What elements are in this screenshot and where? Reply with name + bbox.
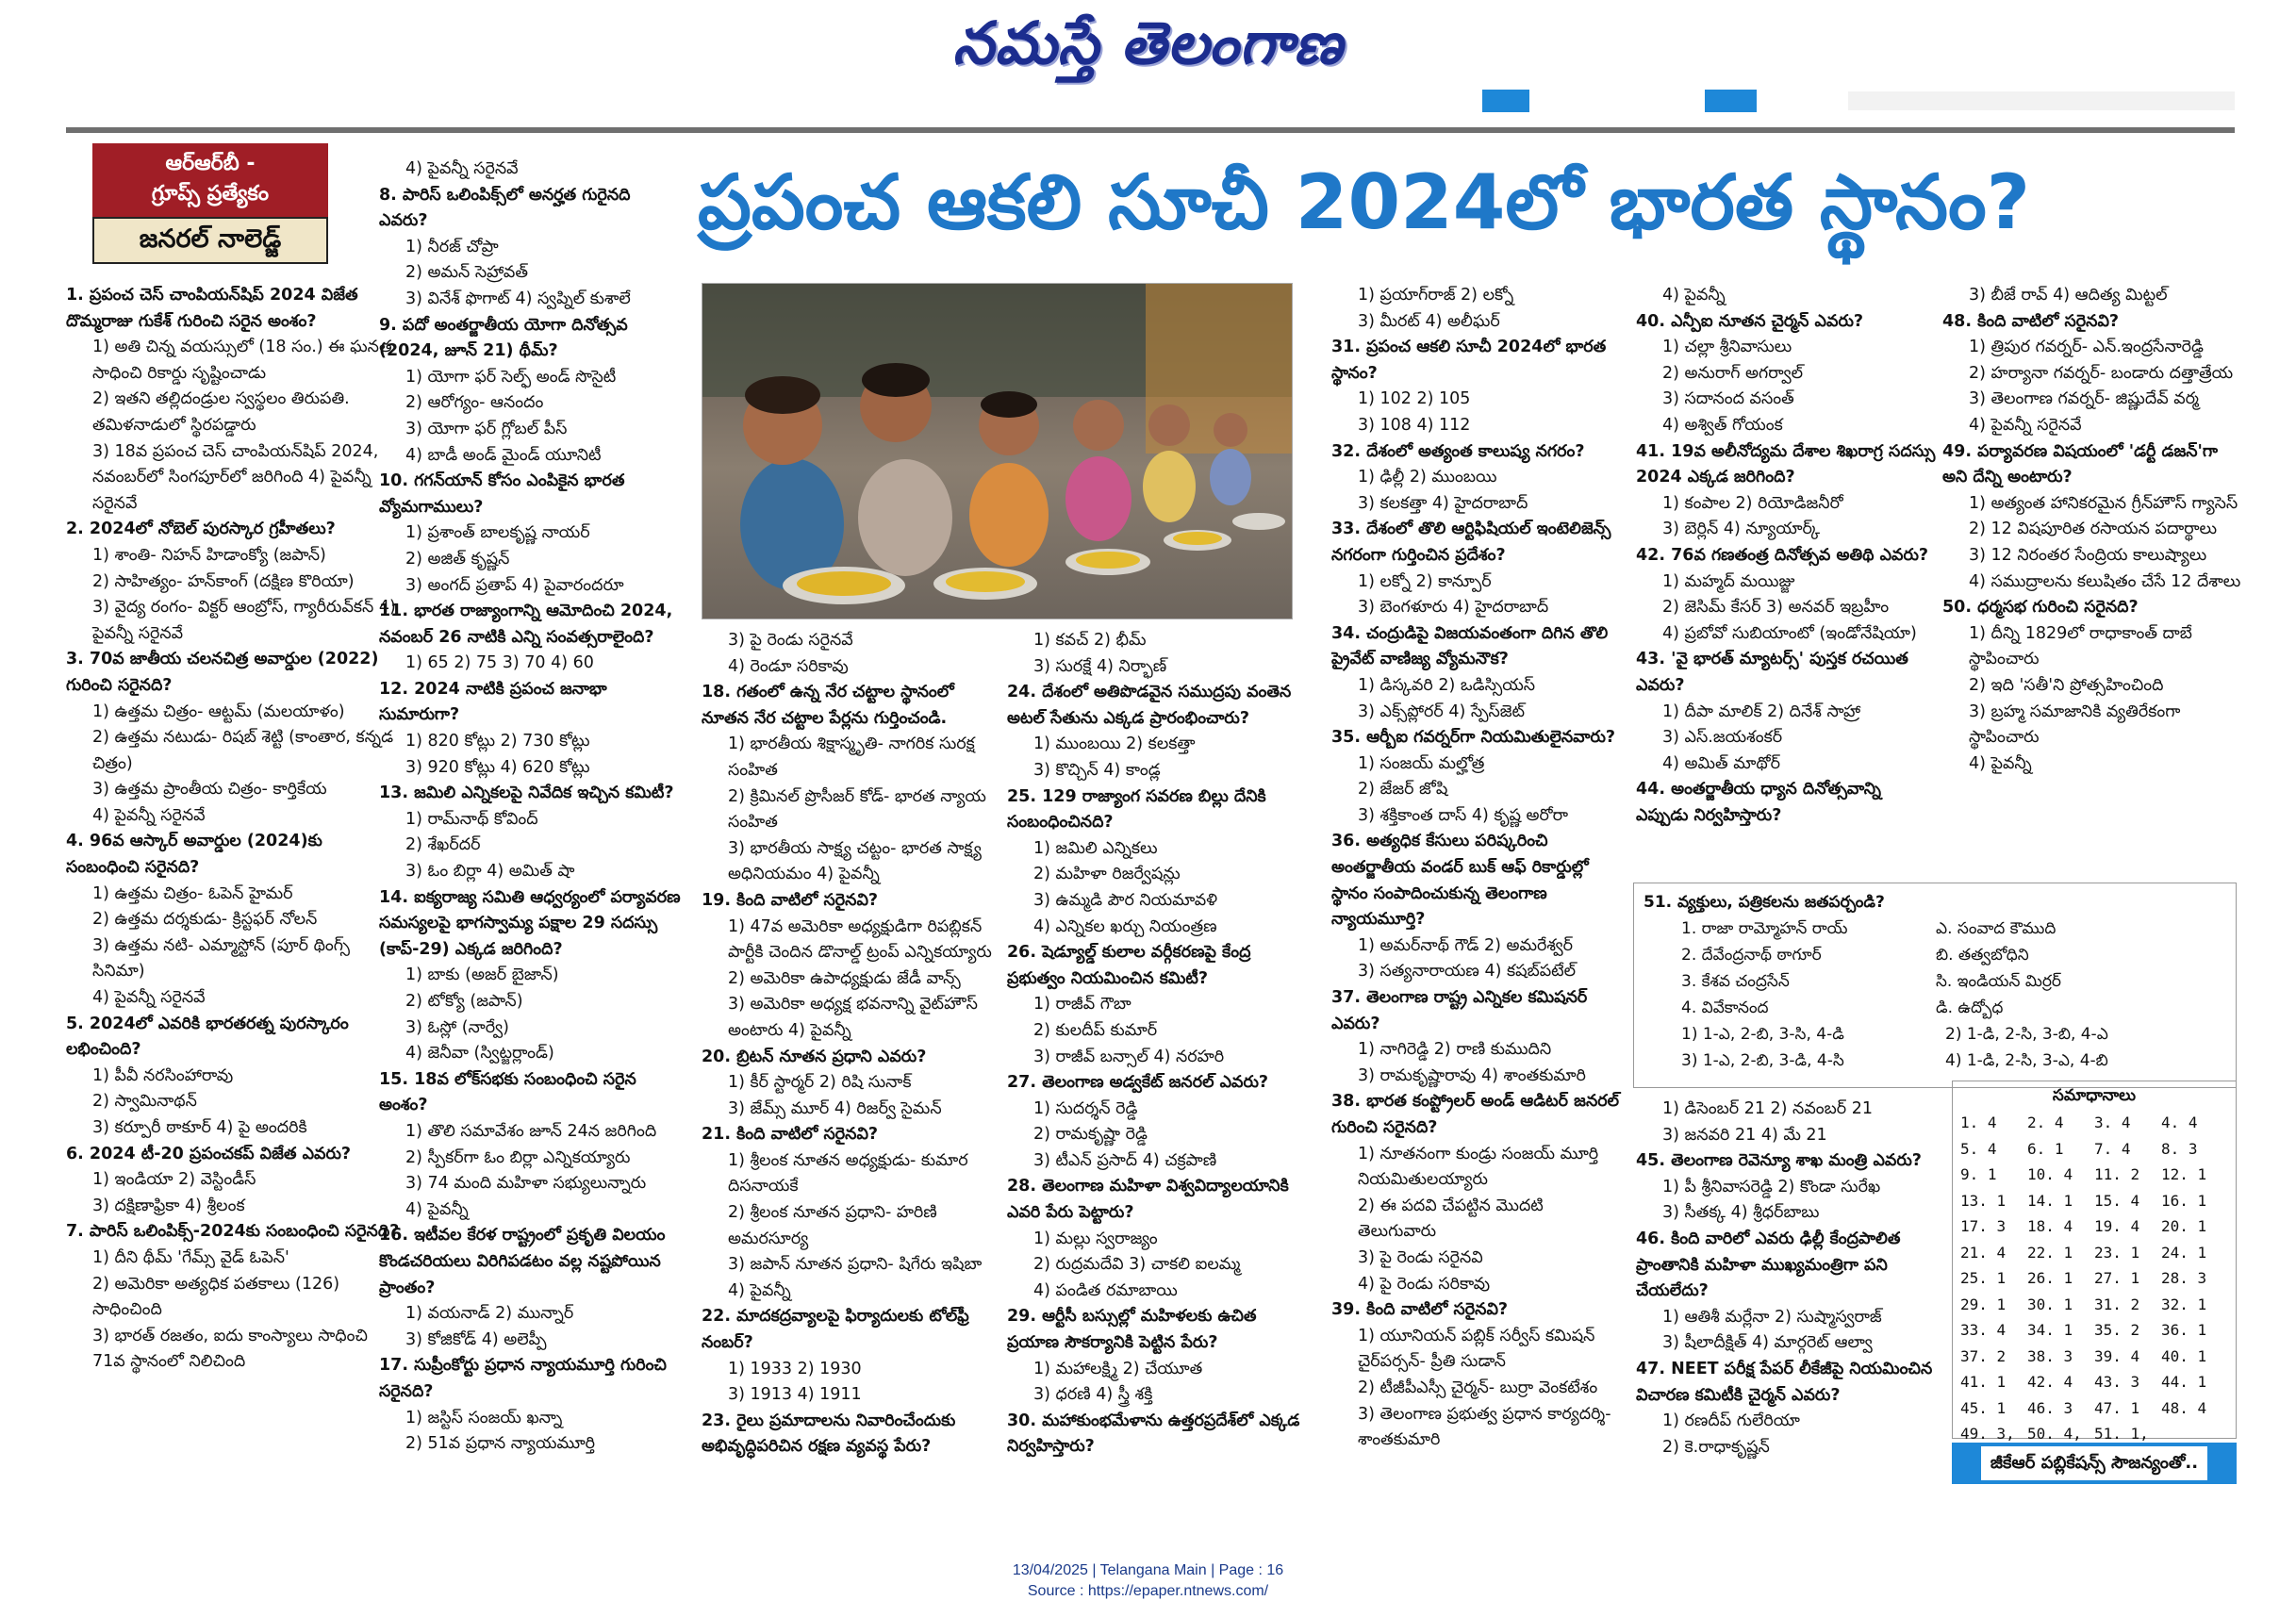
answer-option: 3) జనవరి 21 4) మే 21 <box>1662 1125 1827 1145</box>
answer-option: 1) జస్టిస్ సంజయ్ ఖన్నా <box>405 1408 563 1427</box>
answer-option: 1) పీవీ నరసింహారావు <box>92 1065 234 1085</box>
footer-source-line: Source : https://epaper.ntnews.com/ <box>1027 1583 1269 1599</box>
answers-heading: సమాధానాలు <box>2052 1086 2137 1105</box>
answer-option: 3) బీజే రావ్ 4) ఆదిత్య మిట్టల్ <box>1969 286 2168 305</box>
answer-option: 4) పైవన్నీ <box>1662 286 1726 305</box>
answer-option: 1) అతి చిన్న వయస్సులో (18 సం.) ఈ ఘనత సాధించి రికార్డు సృష్టించాడు <box>92 338 392 383</box>
answer-item: 45. 1 <box>1960 1398 2007 1417</box>
question-text: 7. పారిస్ ఒలింపిక్స్-2024కు సంబంధించి సరైనది? <box>66 1222 400 1242</box>
answer-item: 33. 4 <box>1960 1321 2007 1339</box>
answer-option: 4) పండిత రమాబాయి <box>1033 1280 1178 1300</box>
answer-option: 1) పీ శ్రీనివాసరెడ్డి 2) కొండా సురేఖ <box>1662 1177 1881 1196</box>
question-text: 44. అంతర్జాతీయ ధ్యాన దినోత్సవాన్ని ఎప్పుడు నిర్వహిస్తారు? <box>1636 780 1881 825</box>
question-text: 2. 2024లో నోబెల్ పురస్కార గ్రహీతలు? <box>66 520 336 539</box>
answer-option: 1) సంజయ్ మల్హోత్ర <box>1358 753 1485 773</box>
answer-option: 3) కోజికోడ్ 4) అలెప్పీ <box>405 1329 547 1349</box>
answer-option: 3) దక్షిణాఫ్రికా 4) శ్రీలంక <box>92 1196 245 1215</box>
question-text: 6. 2024 టీ-20 ప్రపంచకప్ విజేత ఎవరు? <box>66 1144 352 1163</box>
question-text: 37. తెలంగాణ రాష్ట్ర ఎన్నికల కమిషనర్ ఎవరు? <box>1331 988 1588 1033</box>
match-row <box>1644 995 2226 1021</box>
answer-item: 22. 1 <box>2027 1243 2073 1262</box>
answer-option: 1) రాజీవ్ గౌబా <box>1033 995 1131 1015</box>
answer-item: 20. 1 <box>2161 1217 2207 1235</box>
answer-option: 2) ఆరోగ్యం- ఆనందం <box>405 393 544 413</box>
match-options <box>1644 1021 2226 1074</box>
question-text: 24. దేశంలో అతిపొడవైన సముద్రపు వంతెన అటల్ సేతును ఎక్కడ ప్రారంభించారు? <box>1007 683 1292 728</box>
answer-option: 4) పైవన్నీ సరైనవే <box>405 159 519 178</box>
answer-option: 2) శేఖర్‌దర్ <box>405 835 481 855</box>
answer-item: 51. 1, <box>2094 1425 2149 1443</box>
answer-item: 3. 4 <box>2094 1114 2131 1131</box>
answer-option: 2) అనురాగ్ అగర్వాల్ <box>1662 363 1804 383</box>
answer-item: 10. 4 <box>2027 1165 2073 1183</box>
question-text: 1. ప్రపంచ చెస్ చాంపియన్‌షిప్ 2024 విజేత దొమ్మరాజు గుకేశ్ గురించి సరైన అంశం? <box>66 286 358 331</box>
answer-option: 3) ఉమ్మడి పౌర నియమావళి <box>1033 890 1218 910</box>
answer-option: 4) పైవన్నీ సరైనవే <box>1969 415 2082 435</box>
question-text: 43. 'వై భారత్ మ్యాటర్స్' పుస్తక రచయిత ఎవరు? <box>1636 650 1908 695</box>
answer-option: 3) ఎక్స్‌ప్లోరర్ 4) స్పేస్‌జెట్ <box>1358 701 1526 721</box>
answer-option: 4) పైవన్నీ సరైనవే <box>92 988 206 1008</box>
match-row <box>1644 942 2226 968</box>
answer-item: 11. 2 <box>2094 1165 2140 1183</box>
section-tag <box>92 143 328 266</box>
answer-option: 3) షీలాదీక్షిత్ 4) మార్గరెట్ ఆల్వా <box>1662 1333 1873 1353</box>
answer-option: 3) మీరట్ 4) అలీఘర్ <box>1358 311 1500 331</box>
answer-option: 1) అమర్‌నాథ్ గౌడ్ 2) అమరేశ్వర్ <box>1358 935 1574 955</box>
answer-option: 3) పై రెండు సరైనవి <box>1358 1247 1483 1267</box>
answer-option: 1) మహాలక్ష్మి 2) చేయూత <box>1033 1359 1203 1378</box>
answer-option: 2) జెసిమ్ కేసర్ 3) అనవర్ ఇబ్రహీం <box>1662 598 1890 618</box>
answer-option: 1) శ్రీలంక నూతన అధ్యక్షుడు- కుమార దిసనాయకే <box>728 1150 968 1196</box>
match-question-box <box>1633 883 2237 1088</box>
question-text: 42. 76వ గణతంత్ర దినోత్సవ అతిథి ఎవరు? <box>1636 545 1929 565</box>
answer-option: 3) 12 నిరంతర సేంద్రియ కాలుష్యాలు <box>1969 545 2207 565</box>
answer-option: 3) తెలంగాణ గవర్నర్- జిష్ణుదేవ్ వర్మ <box>1969 389 2199 409</box>
answer-item: 24. 1 <box>2161 1243 2207 1262</box>
answer-item: 42. 4 <box>2027 1373 2073 1391</box>
answer-option: 3) సురక్షే 4) నిర్భాణ్ <box>1033 656 1167 676</box>
answer-option: 4) జెనీవా (స్విట్జర్లాండ్) <box>405 1044 554 1064</box>
answer-option: 1) 65 2) 75 3) 70 4) 60 <box>405 653 594 673</box>
photo-illustration <box>702 284 1292 619</box>
question-text: 26. షెడ్యూల్డ్ కులాల వర్గీకరణపై కేంద్ర ప్రభుత్వం నియమించిన కమిటీ? <box>1007 943 1251 988</box>
strip-panel <box>1848 91 2235 110</box>
answer-option: 1) త్రిపుర గవర్నర్- ఎన్.ఇంద్రసేనారెడ్డి <box>1969 338 2204 357</box>
answer-option: 2) అమెరికా అత్యధిక పతకాలు (126) సాధించింది <box>92 1274 340 1320</box>
answer-item: 7. 4 <box>2094 1139 2131 1158</box>
question-text: 18. గతంలో ఉన్న నేర చట్టాల స్థానంలో నూతన నేర చట్టాల పేర్లను గుర్తించండి. <box>702 683 954 728</box>
answer-option: 1) 47వ అమెరికా అధ్యక్షుడిగా రిపబ్లికన్ పార్టీకి చెందిన డొనాల్డ్ ట్రంప్ ఎన్నికయ్యారు <box>728 916 992 963</box>
answer-option: 3) రామకృష్ణారావు 4) శాంతకుమారి <box>1358 1065 1586 1085</box>
answer-item: 31. 2 <box>2094 1295 2140 1313</box>
match-option: 1) 1-ఎ, 2-బి, 3-సి, 4-డి <box>1681 1025 1844 1044</box>
answer-item: 28. 3 <box>2161 1269 2207 1287</box>
answer-item: 5. 4 <box>1960 1139 1997 1158</box>
answers-grid <box>1953 1110 2236 1447</box>
answer-option: 1) రణదీప్ గులేరియా <box>1662 1411 1800 1431</box>
answer-item: 35. 2 <box>2094 1321 2140 1339</box>
match-right: బి. తత్వబోధిని <box>1936 946 2029 965</box>
answer-option: 4) పైవన్నీ సరైనవే <box>92 805 206 825</box>
answer-item: 37. 2 <box>1960 1346 2007 1365</box>
answer-option: 1) యూనియన్ పబ్లిక్ సర్వీస్ కమిషన్ చైర్‌పర్సన్- ప్రీతి సుడాన్ <box>1358 1326 1595 1372</box>
answer-option: 3) బెంగళూరు 4) హైదరాబాద్ <box>1358 598 1549 618</box>
answer-item: 2. 4 <box>2027 1114 2064 1131</box>
answer-option: 2) 51వ ప్రధాన న్యాయమూర్తి <box>405 1434 596 1454</box>
answer-item: 17. 3 <box>1960 1217 2007 1235</box>
question-text: 41. 19వ అలీనోద్యమ దేశాల శిఖరాగ్ర సదస్సు 2024 ఎక్కడ జరిగింది? <box>1636 441 1936 487</box>
answer-item: 13. 1 <box>1960 1191 2007 1210</box>
question-column <box>1942 283 2244 867</box>
answer-option: 1) దీని థీమ్ 'గేమ్స్ వైడ్ ఓపెన్' <box>92 1247 289 1267</box>
question-text: 35. ఆర్బీఐ గవర్నర్‌గా నియమితులైనవారు? <box>1331 728 1616 748</box>
answer-option: 2) ఇతని తల్లిదండ్రుల స్వస్థలం తిరుపతి. తమిళనాడులో స్థిరపడ్డారు <box>92 389 350 435</box>
match-question-title: 51. వ్యక్తులు, పత్రికలను జతపర్చండి? <box>1644 893 1885 912</box>
answer-option: 2) ఉత్తమ దర్శకుడు- క్రిస్టఫర్ నోలన్ <box>92 910 318 930</box>
strip-block <box>1705 90 1757 112</box>
answer-item: 29. 1 <box>1960 1295 2007 1313</box>
answer-option: 2) స్పీకర్‌గా ఓం బిర్లా ఎన్నికయ్యారు <box>405 1147 631 1167</box>
masthead <box>0 0 2296 90</box>
answer-option: 3) సత్యనారాయణ 4) కషబ్‌పటేల్ <box>1358 962 1577 982</box>
answer-item: 27. 1 <box>2094 1269 2140 1287</box>
answer-option: 1) 102 2) 105 <box>1358 389 1471 409</box>
answer-item: 19. 4 <box>2094 1217 2140 1235</box>
answer-option: 2) మహిళా రిజర్వేషన్లు <box>1033 865 1181 884</box>
answer-option: 2) 12 విషపూరిత రసాయన పదార్థాలు <box>1969 520 2218 539</box>
question-text: 34. చంద్రుడిపై విజయవంతంగా దిగిన తొలి ప్రైవేట్ వాణిజ్య వ్యోమనౌక? <box>1331 623 1609 669</box>
question-text: 12. 2024 నాటికి ప్రపంచ జనాభా సుమారుగా? <box>379 679 607 725</box>
answer-option: 2) అమన్ సెహ్రావత్ <box>405 263 528 283</box>
answer-item: 41. 1 <box>1960 1373 2007 1391</box>
answer-option: 2) రామకృష్ణా రెడ్డి <box>1033 1125 1148 1145</box>
question-text: 29. ఆర్టీసీ బస్సుల్లో మహిళలకు ఉచిత ప్రయాణ సౌకర్యానికి పెట్టిన పేరు? <box>1007 1307 1257 1353</box>
answer-option: 3) రాజీవ్ బన్సాల్ 4) నరహరి <box>1033 1047 1225 1066</box>
match-left: 2. దేవేంద్రనాథ్ ఠాగూర్ <box>1681 946 1822 965</box>
question-text: 8. పారిస్ ఒలింపిక్స్‌లో అనర్హత గురైనది ఎవరు? <box>379 185 631 231</box>
answer-item: 6. 1 <box>2027 1139 2064 1158</box>
answer-item: 16. 1 <box>2161 1191 2207 1210</box>
answer-option: 1) కీర్ స్టార్మర్ 2) రిషి సునాక్ <box>728 1073 912 1093</box>
match-row <box>1644 968 2226 995</box>
answer-option: 3) జపాన్ నూతన ప్రధాని- షిగేరు ఇషిబా 4) పైవన్నీ <box>728 1255 983 1300</box>
match-option: 2) 1-డి, 2-సి, 3-బి, 4-ఎ <box>1945 1025 2108 1044</box>
answer-option: 2) హర్యానా గవర్నర్- బండారు దత్తాత్రేయ <box>1969 363 2234 383</box>
answer-option: 4) బాడీ అండ్ మైండ్ యూనిటీ <box>405 445 602 465</box>
answer-option: 4) రెండూ సరికావు <box>728 656 849 676</box>
match-left: 3. కేశవ చంద్రసేన్ <box>1681 972 1790 991</box>
header-strip <box>94 90 2244 112</box>
question-text: 33. దేశంలో తొలి ఆర్టిఫిషియల్ ఇంటెలిజెన్స్ నగరంగా గుర్తించిన ప్రదేశం? <box>1331 520 1611 565</box>
answer-option: 1) ముంబయి 2) కలకత్తా <box>1033 734 1196 754</box>
strip-block <box>1482 90 1529 112</box>
answer-item: 30. 1 <box>2027 1295 2073 1313</box>
answer-option: 2) అజిత్ కృష్ణన్ <box>405 549 510 569</box>
answer-option: 2) ఉత్తమ నటుడు- రిషబ్ శెట్టి (కాంతార, కన్నడ చిత్రం) <box>92 728 394 773</box>
question-text: 22. మాదకద్రవ్యాలపై ఫిర్యాదులకు టోల్‌ఫ్రీ నంబర్? <box>702 1307 969 1353</box>
answer-option: 3) 1913 4) 1911 <box>728 1385 862 1405</box>
answer-option: 3) ధరణి 4) స్త్రీ శక్తి <box>1033 1385 1153 1405</box>
question-text: 45. తెలంగాణ రెవెన్యూ శాఖ మంత్రి ఎవరు? <box>1636 1151 1922 1171</box>
answer-item: 26. 1 <box>2027 1269 2073 1287</box>
answer-option: 3) కొచ్చిన్ 4) కాండ్ల <box>1033 760 1161 780</box>
answer-option: 1) డిసెంబర్ 21 2) నవంబర్ 21 <box>1662 1099 1873 1118</box>
question-column <box>66 283 401 1509</box>
answer-option: 3) కర్పూరీ ఠాకూర్ 4) పై అందరికి <box>92 1118 307 1137</box>
answer-option: 3) 18వ ప్రపంచ చెస్ చాంపియన్‌షిప్ 2024, నవంబర్‌లో సింగపూర్‌లో జరిగింది 4) పైవన్నీ సరైనవే <box>92 441 379 513</box>
question-text: 46. కింది వారిలో ఎవరు ఢిల్లీ కేంద్రపాలిత ప్రాంతానికి మహిళా ముఖ్యమంత్రిగా పని చేయలేదు? <box>1636 1229 1901 1301</box>
answer-option: 3) జేమ్స్ మూర్ 4) రిజర్వ్ సైమన్ <box>728 1098 942 1118</box>
answer-option: 1) 1933 2) 1930 <box>728 1359 862 1378</box>
answer-option: 2) సాహిత్యం- హన్‌కాంగ్ (దక్షిణ కొరియా) <box>92 571 355 591</box>
answer-option: 1) శాంతి- నిహన్ హిడాంక్యో (జపాన్) <box>92 545 326 565</box>
answer-item: 25. 1 <box>1960 1269 2007 1287</box>
question-column <box>1636 1097 1947 1502</box>
answer-option: 3) యోగా ఫర్ గ్లోబల్ పీస్ <box>405 419 568 438</box>
section-tag-gk: జనరల్ నాలెడ్జ్ <box>92 217 328 264</box>
question-text: 4. 96వ ఆస్కార్ అవార్డుల (2024)కు సంబంధించి సరైనది? <box>66 832 322 878</box>
answer-option: 1) మహ్మద్ మయిజ్జు <box>1662 571 1795 591</box>
answer-item: 34. 1 <box>2027 1321 2073 1339</box>
answer-item: 12. 1 <box>2161 1165 2207 1183</box>
answer-option: 1) మల్లు స్వరాజ్యం <box>1033 1229 1158 1248</box>
answer-option: 3) సదానంద వసంత్ <box>1662 389 1794 409</box>
answer-option: 2) ఇది 'సతీ'ని ప్రోత్సహించింది <box>1969 675 2164 695</box>
answer-option: 3) వైద్య రంగం- విక్టర్ ఆంబ్రోస్, గ్యారీరువ్‌కన్ 4) పైవన్నీ సరైనవే <box>92 598 396 643</box>
answer-option: 1) ప్రయాగ్‌రాజ్ 2) లక్నో <box>1358 286 1514 305</box>
answer-item: 36. 1 <box>2161 1321 2207 1339</box>
answer-option: 3) ఎస్.జయశంకర్ <box>1662 728 1783 748</box>
answer-option: 4) సముద్రాలను కలుషితం చేసే 12 దేశాలు <box>1969 571 2241 591</box>
answer-option: 1) కంపాల 2) రియోడిజనీరో <box>1662 493 1843 513</box>
top-rule <box>66 127 2235 133</box>
answer-option: 2) శ్రీలంక నూతన ప్రధాని- హరిణి అమరసూర్య <box>728 1203 937 1248</box>
answer-option: 1) దీపా మాలిక్ 2) దినేశ్ సాహ్రా <box>1662 701 1861 721</box>
answer-item: 4. 4 <box>2161 1114 2198 1131</box>
answer-option: 3) ఓం బిర్లా 4) అమిత్ షా <box>405 862 575 882</box>
question-text: 50. ధర్మసభ గురించి సరైనది? <box>1942 598 2139 618</box>
question-column <box>702 628 1003 1477</box>
answer-option: 4) పైవన్నీ <box>1969 753 2032 773</box>
question-text: 28. తెలంగాణ మహిళా విశ్వవిద్యాలయానికి ఎవరి పేరు పెట్టారు? <box>1007 1177 1289 1223</box>
answer-item: 15. 4 <box>2094 1191 2140 1210</box>
match-row <box>1644 916 2226 942</box>
answer-option: 1) చల్లా శ్రీనివాసులు <box>1662 338 1792 357</box>
answer-option: 1) కవచ్ 2) భీమ్ <box>1033 631 1147 650</box>
answer-item: 39. 4 <box>2094 1346 2140 1365</box>
answer-option: 1) అత్యంత హానికరమైన గ్రీన్‌హౌస్ గ్యాసెస్ <box>1969 493 2238 513</box>
answer-item: 38. 3 <box>2027 1346 2073 1365</box>
match-option: 3) 1-ఎ, 2-బి, 3-డి, 4-సి <box>1681 1051 1844 1070</box>
question-text: 9. పదో అంతర్జాతీయ యోగా దినోత్సవ (2024, జూన్ 21) థీమ్? <box>379 315 628 361</box>
answer-item: 1. 4 <box>1960 1114 1997 1131</box>
answer-option: 1) యోగా ఫర్ సెల్ఫ్ అండ్ సొసైటీ <box>405 367 617 387</box>
answer-option: 2) ఈ పదవి చేపట్టిన మొదటి తెలుగువారు <box>1358 1196 1544 1242</box>
answer-option: 1) జమిలి ఎన్నికలు <box>1033 838 1158 858</box>
answer-option: 1) వయనాడ్ 2) మున్నార్ <box>405 1304 574 1324</box>
answer-option: 1) నాగిరెడ్డి 2) రాణి కుముదిని <box>1358 1040 1552 1060</box>
answer-option: 1) తొలి సమావేశం జూన్ 24న జరిగింది <box>405 1121 657 1141</box>
match-right: ఎ. సంవాద కౌముది <box>1936 919 2056 938</box>
answer-option: 2) అమెరికా ఉపాధ్యక్షుడు జేడీ వాన్స్ <box>728 968 961 988</box>
match-right: డి. ఉద్బోధ <box>1936 998 2004 1017</box>
answer-option: 1) నీరజ్ చోప్రా <box>405 237 499 256</box>
answer-option: 3) వినేశ్ ఫొగాట్ 4) స్వప్నిల్ కుశాలే <box>405 289 631 308</box>
answer-option: 3) బ్రహ్మ సమాజానికి వ్యతిరేకంగా స్థాపించారు <box>1969 701 2181 748</box>
answer-option: 1) ప్రశాంత్ బాలకృష్ణ నాయర్ <box>405 523 590 543</box>
answer-option: 3) శక్తికాంత దాస్ 4) కృష్ణ అరోరా <box>1358 805 1568 825</box>
question-text: 14. ఐక్యరాజ్య సమితి ఆధ్వర్యంలో పర్యావరణ సమస్యలపై భాగస్వామ్య పక్షాల 29 సదస్సు (కాప్-29) ఎక్కడ జరిగింది? <box>379 887 681 959</box>
answer-item: 8. 3 <box>2161 1139 2198 1158</box>
section-tag-line1: ఆర్ఆర్‌బీ - <box>165 152 256 175</box>
answer-option: 4) అశ్విత్ గోయంక <box>1662 415 1783 435</box>
question-text: 23. రైలు ప్రమాదాలను నివారించేందుకు అభివృద్ధిపరిచిన రక్షణ వ్యవస్థ పేరు? <box>702 1411 956 1457</box>
answer-option: 2) టీజీపీఎస్సీ చైర్మన్- బుర్రా వెంకటేశం <box>1358 1378 1598 1397</box>
answer-item: 9. 1 <box>1960 1165 1997 1183</box>
answer-option: 3) 920 కోట్లు 4) 620 కోట్లు <box>405 757 590 777</box>
answer-option: 1) సుదర్శన్ రెడ్డి <box>1033 1098 1138 1118</box>
question-text: 30. మహాకుంభమేళాను ఉత్తరప్రదేశ్‌లో ఎక్కడ నిర్వహిస్తారు? <box>1007 1411 1300 1457</box>
answer-option: 4) అమిత్ మాథోర్ <box>1662 753 1780 773</box>
question-column <box>1331 283 1624 1499</box>
question-column <box>379 157 681 1495</box>
courtesy-text: జీకేఆర్ పబ్లికేషన్స్ సౌజన్యంతో.. <box>1981 1446 2207 1480</box>
answer-option: 1) నూతనంగా కుండ్రు సంజయ్ మూర్తి నియమితులయ్యారు <box>1358 1144 1599 1190</box>
answer-item: 50. 4, <box>2027 1425 2082 1443</box>
answer-option: 3) భారతీయ సాక్ష్య చట్టం- భారత సాక్ష్య అధినియమం 4) పైవన్నీ <box>728 838 982 884</box>
answer-item: 48. 4 <box>2161 1398 2207 1417</box>
match-left: 4. వివేకానంద <box>1681 998 1769 1017</box>
answer-item: 23. 1 <box>2094 1243 2140 1262</box>
answer-option: 4) పై రెండు సరికావు <box>1358 1274 1491 1294</box>
answer-option: 1) దీన్ని 1829లో రాధాకాంత్ దాబే స్థాపించారు <box>1969 623 2192 669</box>
page-footer <box>0 1560 2296 1602</box>
question-text: 5. 2024లో ఎవరికి భారతరత్న పురస్కారం లభించింది? <box>66 1014 349 1060</box>
section-tag-line2: గ్రూప్స్ ప్రత్యేకం <box>151 182 270 206</box>
answer-option: 3) కలకత్తా 4) హైదరాబాద్ <box>1358 493 1528 513</box>
question-text: 16. ఇటీవల కేరళ రాష్ట్రంలో ప్రకృతి విలయం కొండచరియలు విరిగిపడటం వల్ల నష్టపోయిన ప్రాంతం? <box>379 1226 666 1297</box>
answer-option: 3) అంగద్ ప్రతాప్ 4) పైవారందరూ <box>405 575 624 595</box>
question-text: 17. సుప్రీంకోర్టు ప్రధాన న్యాయమూర్తి గురించి సరైనది? <box>379 1356 667 1401</box>
answer-item: 18. 4 <box>2027 1217 2073 1235</box>
masthead-title: నమస్తే తెలంగాణ <box>952 8 1344 77</box>
answer-option: 3) టీఎన్ ప్రసాద్ 4) చక్రపాణి <box>1033 1150 1217 1170</box>
answer-option: 3) పై రెండు సరైనవే <box>728 631 853 650</box>
answer-option: 3) ఉత్తమ నటి- ఎమ్మాస్టోన్ (పూర్ థింగ్స్ సినిమా) <box>92 935 350 982</box>
question-text: 10. గగన్‌యాన్ కోసం ఎంపికైన భారత వ్యోమగాములు? <box>379 471 625 517</box>
match-option: 4) 1-డి, 2-సి, 3-ఎ, 4-బి <box>1945 1051 2108 1070</box>
answer-item: 40. 1 <box>2161 1346 2207 1365</box>
question-column <box>1636 283 1938 883</box>
footer-date-line: 13/04/2025 | Telangana Main | Page : 16 <box>1012 1562 1284 1578</box>
question-text: 31. ప్రపంచ ఆకలి సూచీ 2024లో భారత స్థానం? <box>1331 338 1607 383</box>
question-text: 40. ఎన్పీఐ నూతన చైర్మన్ ఎవరు? <box>1636 311 1864 331</box>
question-text: 20. బ్రిటన్ నూతన ప్రధాని ఎవరు? <box>702 1047 927 1066</box>
answer-option: 1) బాకు (అజర్ బైజాన్) <box>405 965 559 985</box>
match-left: 1. రాజా రామ్మోహన్ రాయ్ <box>1681 919 1848 938</box>
answer-option: 3) తెలంగాణ ప్రభుత్వ ప్రధాన కార్యదర్శి- శాంతకుమారి <box>1358 1404 1611 1450</box>
question-text: 39. కింది వాటిలో సరైనవి? <box>1331 1300 1509 1320</box>
answer-option: 2) రుద్రమదేవి 3) చాకలి ఐలమ్మ <box>1033 1255 1241 1275</box>
answer-option: 1) ఉత్తమ చిత్రం- ఓపెన్ హైమర్ <box>92 883 293 903</box>
answer-option: 3) అమెరికా అధ్యక్ష భవనాన్ని వైట్‌హౌస్ అంటారు 4) పైవన్నీ <box>728 995 978 1040</box>
answer-option: 2) కులదీప్ కుమార్ <box>1033 1020 1158 1040</box>
question-text: 25. 129 రాజ్యాంగ సవరణ బిల్లు దేనికి సంబంధించినది? <box>1007 786 1266 833</box>
answer-option: 2) క్రిమినల్ ప్రొసీజర్ కోడ్- భారత న్యాయ సంహిత <box>728 786 986 833</box>
answer-item: 21. 4 <box>1960 1243 2007 1262</box>
answer-option: 3) ఓస్లో (నార్వే) <box>405 1017 509 1037</box>
answer-option: 1) ఢిల్లీ 2) ముంబయి <box>1358 468 1497 487</box>
answer-option: 3) 74 మంది మహిళా సభ్యులున్నారు <box>405 1174 647 1194</box>
answer-option: 1) లక్నో 2) కాన్పూర్ <box>1358 571 1492 591</box>
answers-box <box>1952 1081 2237 1443</box>
children-eating-photo <box>702 283 1293 619</box>
answer-option: 1) 820 కోట్లు 2) 730 కోట్లు <box>405 732 590 751</box>
answer-option: 3) భారత్ రజతం, ఐదు కాంస్యాలు సాధించి 71వ స్థానంలో నిలిచింది <box>92 1326 368 1372</box>
headline: ప్రపంచ ఆకలి సూచీ 2024లో భారత స్థానం? <box>698 158 2031 246</box>
question-text: 15. 18వ లోక్‌సభకు సంబంధించి సరైన అంశం? <box>379 1069 636 1115</box>
answer-option: 4) ప్రబోవో సుబియాంటో (ఇండోనేషియా) <box>1662 623 1917 643</box>
match-right: సి. ఇండియన్ మిర్రర్ <box>1936 972 2062 991</box>
answer-item: 32. 1 <box>2161 1295 2207 1313</box>
answer-option: 3) ఉత్తమ ప్రాంతీయ చిత్రం- కార్తికేయ <box>92 780 327 800</box>
answer-item: 49. 3, <box>1960 1425 2015 1443</box>
answer-option: 2) జేజర్ జోషి <box>1358 780 1448 800</box>
question-text: 48. కింది వాటిలో సరైనవి? <box>1942 311 2120 331</box>
question-text: 36. అత్యధిక కేసులు పరిష్కరించి అంతర్జాతీయ వండర్ బుక్ ఆఫ్ రికార్డుల్లో స్థానం సంపాదించుకున్న తెలంగాణ న్యాయమూర్తి? <box>1331 832 1589 930</box>
question-text: 21. కింది వాటిలో సరైనవి? <box>702 1125 879 1145</box>
question-text: 49. పర్యావరణ విషయంలో 'డర్టీ డజన్'గా అని దేన్ని అంటారు? <box>1942 441 2218 487</box>
question-text: 13. జమిలి ఎన్నికలపై నివేదిక ఇచ్చిన కమిటీ? <box>379 784 674 803</box>
answer-option: 3) 108 4) 112 <box>1358 415 1471 435</box>
question-text: 47. NEET పరీక్ష పేపర్ లీకేజీపై నియమించిన విచారణ కమిటీకి చైర్మన్ ఎవరు? <box>1636 1359 1933 1405</box>
answer-option: 1) ఉత్తమ చిత్రం- ఆట్టమ్ (మలయాళం) <box>92 701 345 721</box>
answer-option: 1) డిస్కవరి 2) ఒడిస్సియస్ <box>1358 675 1536 695</box>
answer-option: 2) కె.రాధాకృష్ణన్ <box>1662 1437 1770 1457</box>
answer-option: 1) ఇండియా 2) వెస్టిండీస్ <box>92 1170 256 1190</box>
answer-option: 4) ఎన్నికల ఖర్చు నియంత్రణ <box>1033 916 1217 936</box>
question-text: 3. 70వ జాతీయ చలనచిత్ర అవార్డుల (2022) గురించి సరైనది? <box>66 650 379 695</box>
answer-option: 1) రామ్‌నాథ్ కోవింద్ <box>405 809 538 829</box>
answer-option: 2) స్వామినాథన్ <box>92 1092 197 1112</box>
question-text: 32. దేశంలో అత్యంత కాలుష్య నగరం? <box>1331 441 1585 461</box>
match-rows <box>1644 916 2226 1021</box>
answer-item: 46. 3 <box>2027 1398 2073 1417</box>
answer-option: 2) టోక్యో (జపాన్) <box>405 992 523 1011</box>
answer-item: 47. 1 <box>2094 1398 2140 1417</box>
answer-option: 4) పైవన్నీ <box>405 1199 469 1219</box>
question-text: 27. తెలంగాణ అడ్వకేట్ జనరల్ ఎవరు? <box>1007 1073 1269 1093</box>
answer-item: 43. 3 <box>2094 1373 2140 1391</box>
answer-item: 44. 1 <box>2161 1373 2207 1391</box>
question-text: 38. భారత కంప్ట్రోలర్ అండ్ ఆడిటర్ జనరల్ గురించి సరైనది? <box>1331 1092 1620 1137</box>
section-tag-red <box>92 143 328 217</box>
question-text: 19. కింది వాటిలో సరైనవి? <box>702 890 879 910</box>
answer-option: 1) భారతీయ శిక్షాస్మృతి- నాగరిక సురక్ష సంహిత <box>728 734 975 780</box>
courtesy-banner <box>1952 1443 2237 1484</box>
answer-option: 3) సీతక్క 4) శ్రీధర్‌బాబు <box>1662 1203 1820 1223</box>
question-text: 11. భారత రాజ్యాంగాన్ని ఆమోదించి 2024, నవంబర్ 26 నాటికి ఎన్ని సంవత్సరాలైంది? <box>379 602 673 647</box>
question-column <box>1007 628 1309 1477</box>
answer-option: 3) బెర్లిన్ 4) న్యూయార్క్ <box>1662 520 1821 539</box>
answer-item: 14. 1 <box>2027 1191 2073 1210</box>
answer-option: 1) ఆతిశీ మర్లేనా 2) సుష్మాస్వరాజ్ <box>1662 1307 1882 1327</box>
